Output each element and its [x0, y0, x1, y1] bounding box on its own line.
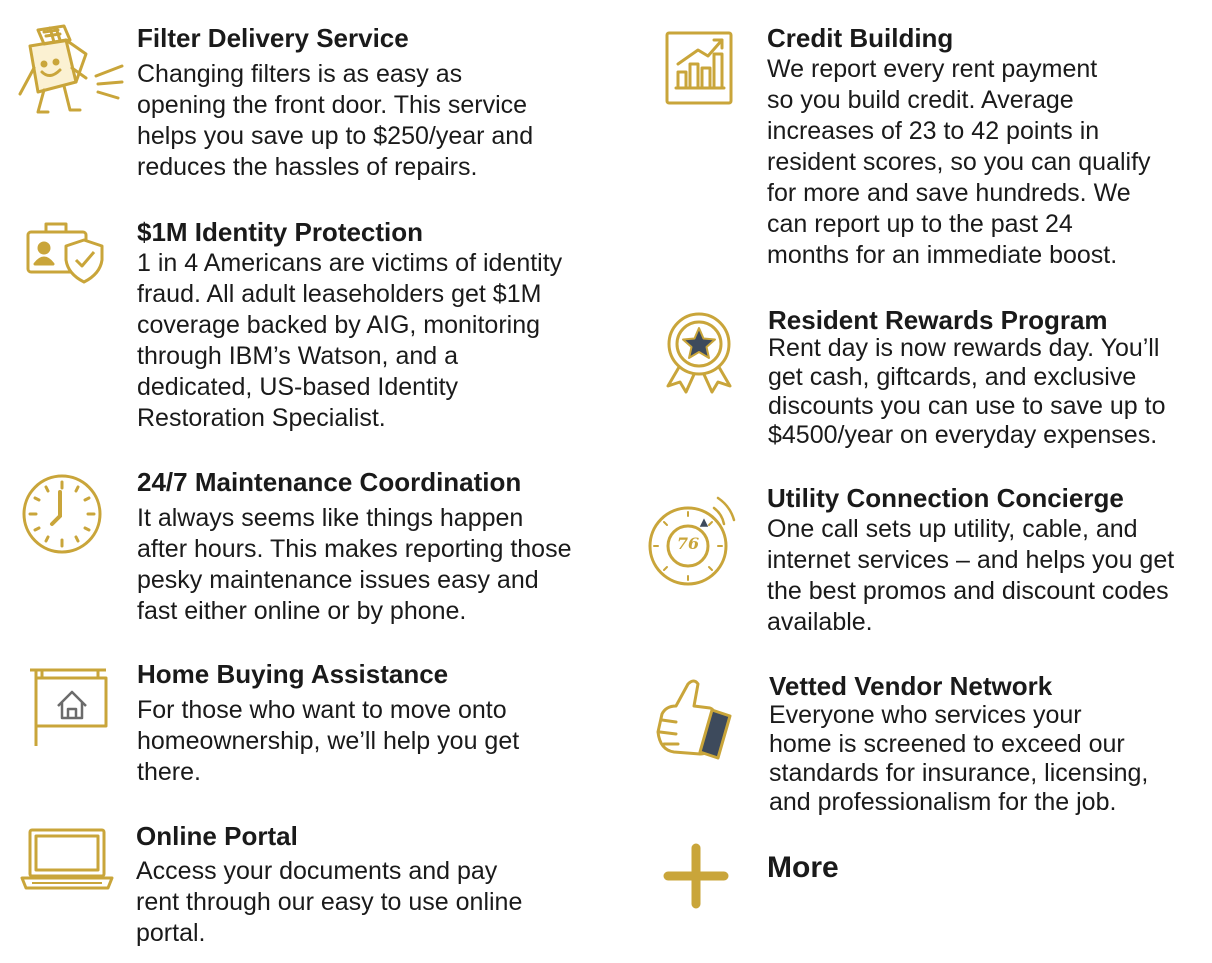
item-title-online-portal: Online Portal: [136, 821, 298, 851]
item-desc-home-buying: For those who want to move onto homeownership, we’ll help you get there.: [137, 696, 520, 786]
item-desc-rewards: Rent day is now rewards day. You’ll get cash, giftcards, and exclusive discounts you can use to save up to $4500/year on everyday expenses.: [768, 334, 1166, 449]
star-ribbon-icon: [658, 310, 742, 394]
item-title-home-buying: Home Buying Assistance: [137, 659, 449, 689]
item-title-credit-building: Credit Building: [767, 23, 954, 53]
item-title-rewards: Resident Rewards Program: [768, 305, 1108, 335]
item-desc-utility: One call sets up utility, cable, and internet services – and helps you get the best promos and discount codes available.: [767, 515, 1175, 636]
bar-chart-icon: [664, 30, 734, 106]
item-title-filter-delivery: Filter Delivery Service: [137, 23, 409, 53]
item-desc-maintenance: It always seems like things happen after hours. This makes reporting those pesky maintenance issues easy and fast either online or by phone.: [137, 504, 572, 625]
clock-icon: [20, 472, 104, 556]
item-desc-filter-delivery: Changing filters is as easy as opening the front door. This service helps you save up to $250/year and reduces the hassles of repairs.: [137, 60, 534, 181]
more-link[interactable]: More: [767, 851, 839, 884]
item-desc-identity: 1 in 4 Americans are victims of identity fraud. All adult leaseholders get $1M coverage backed by AIG, monitoring through IBM’s Watson, and a dedicated, US-based Identity Restoration Specialist.: [137, 249, 563, 432]
thermostat-reading: 76: [676, 534, 700, 553]
item-desc-vendor: Everyone who services your home is screened to exceed our standards for insurance, licensing, and professionalism for the job.: [769, 701, 1149, 816]
item-desc-online-portal: Access your documents and pay rent through our easy to use online portal.: [136, 857, 523, 947]
laptop-icon: [20, 826, 114, 892]
thumbs-up-icon: [654, 676, 738, 762]
item-title-identity: $1M Identity Protection: [137, 217, 424, 247]
box-character-icon: [14, 24, 126, 120]
id-card-shield-icon: [24, 220, 110, 284]
item-title-utility: Utility Connection Concierge: [767, 483, 1124, 513]
item-title-vendor: Vetted Vendor Network: [769, 671, 1053, 701]
plus-icon[interactable]: [662, 842, 730, 910]
item-desc-credit-building: We report every rent payment so you build credit. Average increases of 23 to 42 points in resident scores, so you can qualify for more and save hundreds. We can report up to the past 24 months for an immediate boost.: [767, 55, 1151, 269]
item-title-maintenance: 24/7 Maintenance Coordination: [137, 467, 522, 497]
house-sign-icon: [28, 664, 112, 750]
